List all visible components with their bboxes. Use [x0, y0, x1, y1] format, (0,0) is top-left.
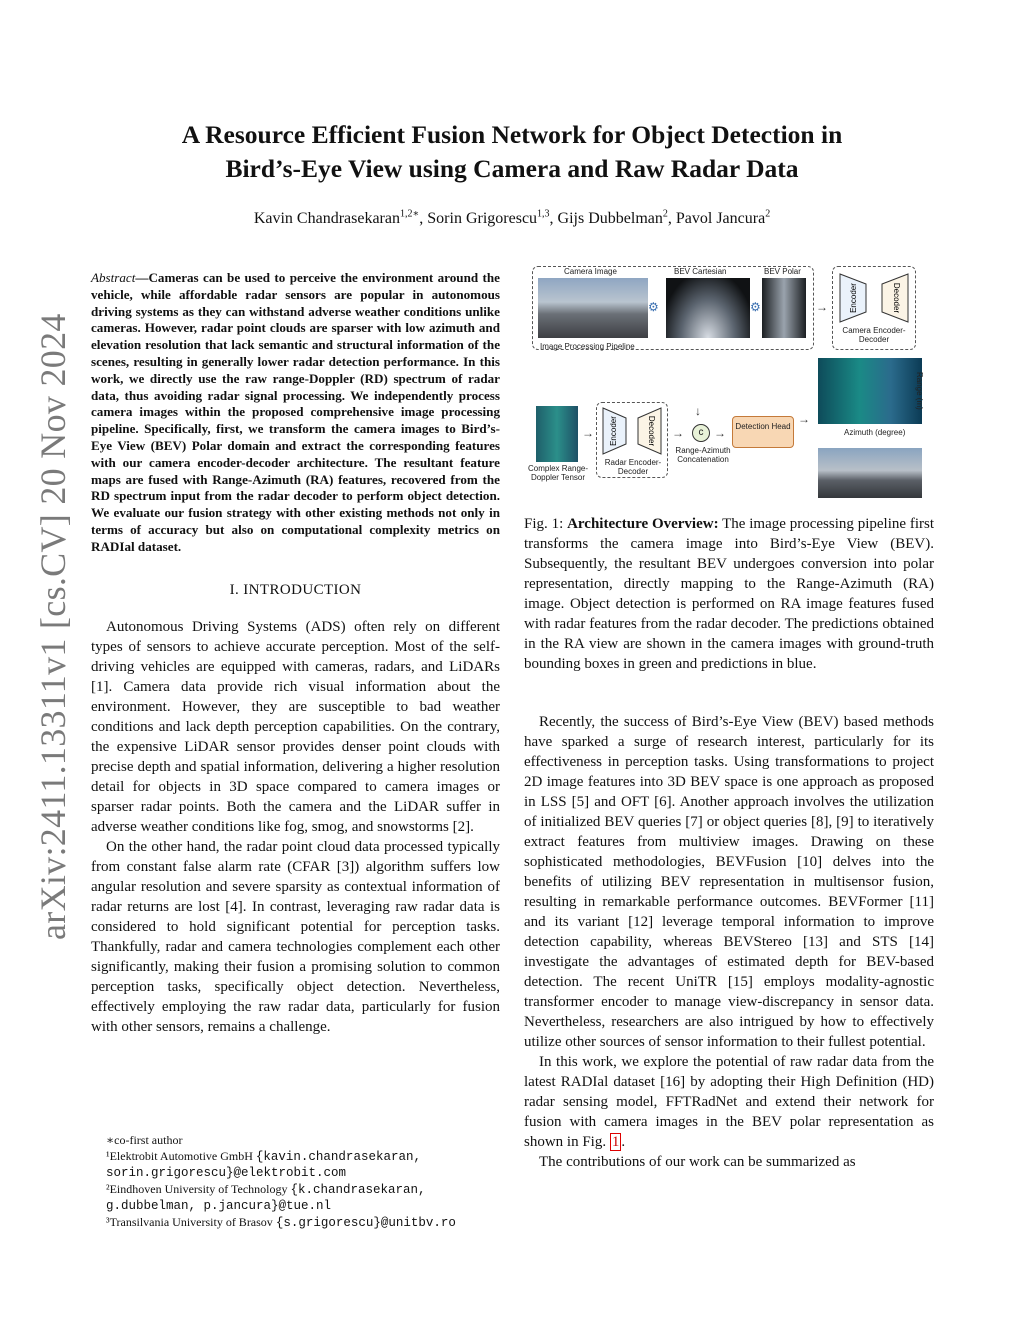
- architecture-figure: [524, 262, 934, 504]
- camera-image-label: Camera Image: [564, 267, 617, 276]
- author-name: Pavol Jancura: [675, 210, 766, 227]
- footnote-email: {s.grigorescu}@unitbv.ro: [275, 1215, 456, 1230]
- author-affiliation: 1,2∗: [399, 208, 420, 220]
- complex-rd-label: Complex Range-Doppler Tensor: [527, 464, 589, 482]
- encoder-label: Encoder: [609, 416, 618, 446]
- arrow-right-icon: →: [798, 412, 810, 426]
- ra-concat-label: Range-Azimuth Concatenation: [675, 446, 731, 464]
- arrow-down-icon: ↓: [695, 404, 701, 418]
- camera-encdec-label: Camera Encoder-Decoder: [842, 326, 906, 344]
- right-body: [524, 712, 934, 1172]
- arrow-right-icon: →: [672, 426, 684, 440]
- paragraph-text: .: [621, 1134, 626, 1150]
- concatenation-node: c: [692, 424, 710, 442]
- right-column: [524, 262, 934, 1172]
- footnote-email: {k.chandrasekaran, g.dubbelman, p.jancura}@tue.nl: [106, 1182, 426, 1213]
- decoder-label: Decoder: [647, 415, 656, 447]
- encoder-label: Encoder: [849, 283, 858, 313]
- arxiv-identifier: arXiv:2411.13311v1 [cs.CV] 20 Nov 2024: [33, 313, 73, 940]
- transform-gear-icon: ⚙: [648, 300, 659, 314]
- section-heading-introduction: I. INTRODUCTION: [229, 581, 362, 598]
- figure-reference-link[interactable]: 1: [611, 1134, 620, 1150]
- bev-cartesian-thumbnail: [666, 278, 750, 338]
- camera-encdec-diagram: [836, 272, 912, 324]
- range-azimuth-heatmap: [818, 358, 922, 424]
- footnote-email: {kavin.chandrasekaran, sorin.grigorescu}@elektrobit.com: [106, 1149, 421, 1180]
- camera-image-thumbnail: [538, 278, 648, 338]
- title-line-1: A Resource Efficient Fusion Network for Object Detection in: [181, 120, 843, 149]
- left-column: [91, 270, 500, 1037]
- abstract-text: —Cameras can be used to perceive the environment around the vehicle, while affordable radar sensors are popular in autonomous driving systems as they can withstand adverse weather conditions unlike cameras. However, radar point clouds are sparser with low azimuth and elevation resolution that lack semantic and structural information of the scenes, resulting in generally lower radar detection performance. In this work, we directly use the raw range-Doppler (RD) spectrum of radar data, thus avoiding radar signal processing. We independently process camera images within the proposed comprehensive image processing pipeline. Specifically, first, we transform the camera images to Bird’s-Eye View (BEV) Polar domain and extract the corresponding features with our camera encoder-decoder architecture. The resultant feature maps are fused with Range-Azimuth (RA) features, recovered from the RD spectrum input from the radar decoder to perform object detection. We evaluate our fusion strategy with other existing methods not only in terms of accuracy but also on computational complexity metrics on RADIal dataset.: [91, 270, 500, 554]
- paragraph: Autonomous Driving Systems (ADS) often rely on different types of sensors to achieve accurate perception. Most of the self-driving vehicles are equipped with cameras, radars, and LiDARs [1]. Camera data provide rich visual information about the environment. However, they are susceptible to bad weather conditions and lack depth perception capabilities. On the contrary, the expensive LiDAR sensor provides denser point clouds with precise depth and spatial information, delivering a higher resolution detail for objects in 3D space compared to camera images or sparser radar points. Both the camera and the LiDAR suffer in adverse weather conditions like fog, smog, and snowstorms [2].: [91, 618, 500, 835]
- arrow-right-icon: →: [714, 426, 726, 440]
- abstract: [91, 270, 500, 556]
- bev-cartesian-label: BEV Cartesian: [674, 267, 727, 276]
- footnotes: [91, 1133, 511, 1231]
- prediction-camera-image: [818, 448, 922, 498]
- detection-head-block: Detection Head: [732, 416, 794, 448]
- paragraph: [524, 1052, 934, 1152]
- image-pipeline-label: Image Processing Pipeline: [540, 342, 635, 351]
- azimuth-axis-label: Azimuth (degree): [844, 428, 906, 437]
- footnote-text: ¹Elektrobit Automotive GmbH: [106, 1148, 256, 1163]
- title-line-2: Bird’s-Eye View using Camera and Raw Radar Data: [225, 154, 799, 183]
- bev-polar-label: BEV Polar: [764, 267, 801, 276]
- footnote: [91, 1149, 511, 1182]
- footnote-text: ³Transilvania University of Brasov: [106, 1214, 276, 1229]
- author-name: Sorin Grigorescu: [427, 210, 538, 227]
- caption-text: The image processing pipeline first transforms the camera image into Bird’s-Eye View (BEV). Subsequently, the resultant BEV undergoes conversion into polar representation, directly mapping to the Range-Azimuth (RA) image. Object detection is performed on RA image features fused with radar features from the radar decoder. The predictions obtained in the RA view are shown in the camera images with ground-truth bounding boxes in green and predictions in blue.: [524, 516, 934, 672]
- caption-label: Fig. 1:: [524, 516, 564, 532]
- radar-encdec-diagram: [600, 406, 664, 456]
- paper-title: [100, 118, 924, 186]
- range-axis-label: Range (m): [915, 372, 924, 410]
- footnote: ∗co-first author: [106, 1133, 183, 1147]
- paragraph-text: In this work, we explore the potential of raw radar data from the latest RADIal dataset [16] by adopting their High Definition (HD) radar sensing model, FFTRadNet and extend their network for fusion with camera images in the BEV polar representation as shown in Fig.: [524, 1054, 934, 1150]
- author-name: Kavin Chandrasekaran: [253, 210, 400, 227]
- transform-gear-icon: ⚙: [750, 300, 761, 314]
- paragraph: On the other hand, the radar point cloud data processed typically from constant false alarm rate (CFAR [3]) algorithm suffers low angular resolution and severe sparsity as contextual information of radar returns are lost [4]. In contrast, leveraging raw radar data is considered to hold significant potential for perception tasks. Thankfully, radar and camera technologies complement each other significantly, making their fusion a promising solution to common perception tasks, specifically object detection. Nevertheless, effectively employing the raw radar data, particularly for fusion with other sensors, remains a challenge.: [91, 838, 500, 1035]
- arrow-right-icon: →: [582, 426, 594, 440]
- author-name: Gijs Dubbelman: [557, 210, 663, 227]
- paragraph: Recently, the success of Bird’s-Eye View (BEV) based methods have sparked a surge of research interest, particularly for its effectiveness in perception tasks. Using transformations to project 2D image features into 3D BEV space is one approach as proposed in LSS [5] and OFT [6]. Another approach involves the utilization of initialized BEV queries [7] or object queries [8], [9] to iteratively extract features from multiview images. Drawing on these sophisticated methodologies, BEVFusion [10] delves into the benefits of utilizing BEV representation in multisensor fusion, resulting in remarkable performance outcomes. BEVFormer [11] and its variant [12] leverage temporal information to improve detection capability, whereas BEVStereo [13] and STS [14] investigate the advantages of estimated depth for BEV-based detection. The recent UniTR [15] employs modality-agnostic transformer encoder to manage view-discrepancy in sensor data. Nevertheless, researchers are also intrigued by how to effectively utilize other sources of sensor information to their fullest potential.: [524, 714, 934, 1050]
- author-list: Kavin Chandrasekaran$^{1,2∗}$, Sorin Grigorescu$^{1,3}$, Gijs Dubbelman$^2$, Pavol Jancura$^2$: [253, 208, 771, 227]
- arrow-right-icon: →: [816, 300, 828, 314]
- figure-caption: [524, 514, 934, 674]
- footnote-text: ²Eindhoven University of Technology: [106, 1181, 291, 1196]
- caption-title: Architecture Overview:: [567, 516, 719, 532]
- author-affiliation: 1,3: [537, 208, 550, 220]
- abstract-label: Abstract: [91, 270, 136, 285]
- author-affiliation: 2: [765, 208, 771, 220]
- footnote: [91, 1215, 511, 1232]
- radar-encdec-label: Radar Encoder-Decoder: [604, 458, 662, 476]
- paragraph: The contributions of our work can be summarized as: [539, 1154, 856, 1170]
- bev-polar-thumbnail: [762, 278, 806, 338]
- decoder-label: Decoder: [892, 282, 901, 314]
- range-doppler-tensor: [536, 406, 578, 462]
- footnote: [91, 1182, 511, 1215]
- author-affiliation: 2: [662, 208, 668, 220]
